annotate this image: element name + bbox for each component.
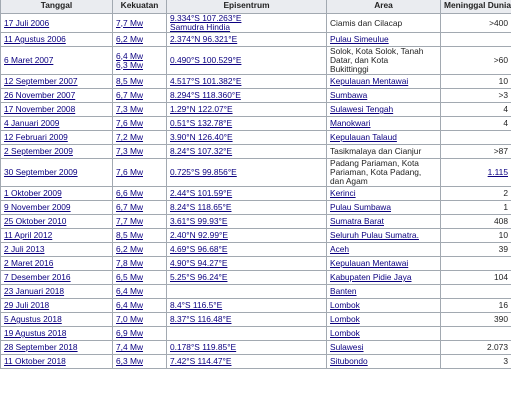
cell-tanggal bbox=[1, 14, 113, 33]
area-text[interactable]: Sulawesi Tengah bbox=[330, 104, 394, 114]
date-link[interactable]: 6 Maret 2007 bbox=[4, 55, 54, 65]
cell-episentrum bbox=[167, 117, 327, 131]
col-header-area[interactable]: Area bbox=[327, 0, 441, 14]
table-row bbox=[1, 145, 511, 159]
cell-area bbox=[327, 14, 441, 33]
cell-kekuatan bbox=[113, 33, 167, 47]
cell-area bbox=[327, 75, 441, 89]
epicenter-link[interactable]: 0.725°S 99.856°E bbox=[170, 167, 237, 177]
cell-tanggal bbox=[1, 201, 113, 215]
cell-meninggal-dunia bbox=[441, 355, 511, 369]
deaths-value: >87 bbox=[493, 146, 508, 156]
area-text[interactable]: Situbondo bbox=[330, 356, 368, 366]
epicenter-link[interactable]: 3.61°S 99.93°E bbox=[170, 216, 228, 226]
cell-episentrum bbox=[167, 47, 327, 75]
deaths-value: 1 bbox=[503, 202, 508, 212]
cell-meninggal-dunia bbox=[441, 257, 511, 271]
cell-episentrum bbox=[167, 313, 327, 327]
deaths-value: 4 bbox=[503, 104, 508, 114]
magnitude-link[interactable]: 6,4 Mw bbox=[116, 50, 143, 61]
cell-kekuatan bbox=[113, 14, 167, 33]
cell-episentrum bbox=[167, 145, 327, 159]
deaths-value: 104 bbox=[494, 272, 508, 282]
area-text[interactable]: Lombok bbox=[330, 314, 360, 324]
magnitude-link[interactable]: 7,3 Mw bbox=[116, 146, 143, 156]
magnitude-link[interactable]: 6,4 Mw bbox=[116, 300, 143, 310]
table-row bbox=[1, 257, 511, 271]
cell-meninggal-dunia bbox=[441, 75, 511, 89]
cell-kekuatan bbox=[113, 201, 167, 215]
cell-episentrum bbox=[167, 271, 327, 285]
cell-area bbox=[327, 201, 441, 215]
cell-episentrum bbox=[167, 33, 327, 47]
magnitude-link[interactable]: 7,7 Mw bbox=[116, 17, 143, 28]
area-text: Bukittinggi bbox=[330, 64, 369, 74]
cell-kekuatan bbox=[113, 341, 167, 355]
deaths-value: >60 bbox=[493, 55, 508, 65]
cell-area bbox=[327, 355, 441, 369]
cell-area bbox=[327, 131, 441, 145]
col-header-tanggal[interactable]: Tanggal bbox=[1, 0, 113, 14]
cell-area bbox=[327, 257, 441, 271]
date-link[interactable]: 26 November 2007 bbox=[4, 90, 76, 100]
epicenter-link[interactable]: 2.374°N 96.321°E bbox=[170, 34, 238, 44]
magnitude-link[interactable]: 7,3 Mw bbox=[116, 104, 143, 114]
table-row bbox=[1, 215, 511, 229]
cell-meninggal-dunia bbox=[441, 285, 511, 299]
date-link[interactable]: 28 September 2018 bbox=[4, 342, 78, 352]
cell-area bbox=[327, 215, 441, 229]
table-row bbox=[1, 131, 511, 145]
magnitude-link[interactable]: 7,7 Mw bbox=[116, 216, 143, 226]
cell-meninggal-dunia bbox=[441, 47, 511, 75]
cell-kekuatan bbox=[113, 355, 167, 369]
table-row bbox=[1, 285, 511, 299]
table-row bbox=[1, 75, 511, 89]
cell-tanggal bbox=[1, 75, 113, 89]
cell-tanggal bbox=[1, 145, 113, 159]
table-row bbox=[1, 33, 511, 47]
cell-tanggal bbox=[1, 313, 113, 327]
magnitude-link[interactable]: 6,6 Mw bbox=[116, 188, 143, 198]
area-text[interactable]: Aceh bbox=[330, 244, 350, 254]
epicenter-link[interactable]: 7.42°S 114.47°E bbox=[170, 356, 232, 366]
date-link[interactable]: 17 Juli 2006 bbox=[4, 17, 50, 28]
col-header-episentrum[interactable]: Episentrum bbox=[167, 0, 327, 14]
cell-meninggal-dunia bbox=[441, 131, 511, 145]
magnitude-link[interactable]: 7,2 Mw bbox=[116, 132, 143, 142]
table-row bbox=[1, 103, 511, 117]
cell-kekuatan bbox=[113, 75, 167, 89]
cell-episentrum bbox=[167, 89, 327, 103]
magnitude-link[interactable]: 6,7 Mw bbox=[116, 202, 143, 212]
cell-kekuatan bbox=[113, 271, 167, 285]
cell-tanggal bbox=[1, 159, 113, 187]
date-link[interactable]: 2 Maret 2016 bbox=[4, 258, 54, 268]
epicenter-link[interactable]: 8.37°S 116.48°E bbox=[170, 314, 232, 324]
date-link[interactable]: 4 Januari 2009 bbox=[4, 118, 60, 128]
deaths-value: 408 bbox=[494, 216, 508, 226]
magnitude-link[interactable]: 6,2 Mw bbox=[116, 244, 143, 254]
cell-kekuatan bbox=[113, 47, 167, 75]
epicenter-link[interactable]: 8.24°S 107.32°E bbox=[170, 146, 233, 156]
deaths-value: 2 bbox=[503, 188, 508, 198]
cell-tanggal bbox=[1, 33, 113, 47]
date-link[interactable]: 23 Januari 2018 bbox=[4, 286, 65, 296]
date-link[interactable]: 12 Februari 2009 bbox=[4, 132, 68, 142]
deaths-value: 39 bbox=[498, 244, 508, 254]
cell-episentrum bbox=[167, 285, 327, 299]
epicenter-link[interactable]: 1.29°N 122.07°E bbox=[170, 104, 233, 114]
cell-meninggal-dunia bbox=[441, 229, 511, 243]
cell-meninggal-dunia bbox=[441, 313, 511, 327]
cell-meninggal-dunia bbox=[441, 299, 511, 313]
cell-tanggal bbox=[1, 341, 113, 355]
cell-episentrum bbox=[167, 159, 327, 187]
magnitude-link[interactable]: 6,7 Mw bbox=[116, 90, 143, 100]
cell-episentrum bbox=[167, 201, 327, 215]
date-link[interactable]: 9 November 2009 bbox=[4, 202, 71, 212]
cell-kekuatan bbox=[113, 159, 167, 187]
deaths-value[interactable]: 1.115 bbox=[487, 167, 508, 177]
cell-episentrum bbox=[167, 257, 327, 271]
cell-meninggal-dunia bbox=[441, 187, 511, 201]
cell-area bbox=[327, 341, 441, 355]
date-link[interactable]: 11 Agustus 2006 bbox=[4, 34, 66, 44]
area-text[interactable]: Lombok bbox=[330, 328, 360, 338]
cell-kekuatan bbox=[113, 327, 167, 341]
cell-episentrum bbox=[167, 103, 327, 117]
magnitude-link[interactable]: 7,4 Mw bbox=[116, 342, 143, 352]
deaths-value: >3 bbox=[498, 90, 508, 100]
header-row bbox=[1, 0, 511, 14]
table-body bbox=[1, 14, 511, 369]
cell-tanggal bbox=[1, 89, 113, 103]
epicenter-link[interactable]: Samudra Hindia bbox=[170, 22, 231, 32]
cell-tanggal bbox=[1, 103, 113, 117]
date-link[interactable]: 17 November 2008 bbox=[4, 104, 76, 114]
cell-tanggal bbox=[1, 131, 113, 145]
cell-tanggal bbox=[1, 285, 113, 299]
cell-meninggal-dunia bbox=[441, 327, 511, 341]
area-text[interactable]: Manokwari bbox=[330, 118, 371, 128]
cell-tanggal bbox=[1, 229, 113, 243]
cell-area bbox=[327, 229, 441, 243]
cell-area bbox=[327, 299, 441, 313]
date-link[interactable]: 12 September 2007 bbox=[4, 76, 78, 86]
date-link[interactable]: 19 Agustus 2018 bbox=[4, 328, 67, 338]
magnitude-link[interactable]: 8,5 Mw bbox=[116, 76, 143, 86]
cell-meninggal-dunia bbox=[441, 215, 511, 229]
cell-meninggal-dunia bbox=[441, 271, 511, 285]
cell-area bbox=[327, 89, 441, 103]
cell-meninggal-dunia bbox=[441, 89, 511, 103]
cell-kekuatan bbox=[113, 299, 167, 313]
deaths-value: 390 bbox=[494, 314, 508, 324]
area-text[interactable]: Kabupaten Pidie Jaya bbox=[330, 272, 412, 282]
cell-tanggal bbox=[1, 243, 113, 257]
magnitude-link[interactable]: 7,8 Mw bbox=[116, 258, 143, 268]
table-row bbox=[1, 327, 511, 341]
table-row bbox=[1, 47, 511, 75]
table-row bbox=[1, 229, 511, 243]
area-text[interactable]: Sumbawa bbox=[330, 90, 368, 100]
area-text: Pariaman, Kota Padang, bbox=[330, 167, 422, 177]
area-text[interactable]: Kepulauan Talaud bbox=[330, 132, 397, 142]
cell-meninggal-dunia bbox=[441, 14, 511, 33]
cell-meninggal-dunia bbox=[441, 341, 511, 355]
magnitude-link[interactable]: 6,2 Mw bbox=[116, 34, 143, 44]
date-link[interactable]: 7 Desember 2016 bbox=[4, 272, 71, 282]
table-row bbox=[1, 201, 511, 215]
cell-area bbox=[327, 327, 441, 341]
area-text: Datar, dan Kota bbox=[330, 55, 389, 65]
cell-area bbox=[327, 47, 441, 75]
date-link[interactable]: 1 Oktober 2009 bbox=[4, 188, 62, 198]
cell-kekuatan bbox=[113, 187, 167, 201]
cell-tanggal bbox=[1, 271, 113, 285]
epicenter-link[interactable]: 3.90°N 126.40°E bbox=[170, 132, 233, 142]
area-text[interactable]: Pulau Sumbawa bbox=[330, 202, 391, 212]
area-text[interactable]: Kerinci bbox=[330, 188, 356, 198]
date-link[interactable]: 11 Oktober 2018 bbox=[4, 356, 66, 366]
cell-area bbox=[327, 271, 441, 285]
cell-area bbox=[327, 145, 441, 159]
table-row bbox=[1, 271, 511, 285]
area-text: Ciamis dan Cilacap bbox=[330, 17, 403, 28]
deaths-value: 16 bbox=[498, 300, 508, 310]
date-link[interactable]: 5 Agustus 2018 bbox=[4, 314, 62, 324]
table-row bbox=[1, 159, 511, 187]
cell-kekuatan bbox=[113, 103, 167, 117]
deaths-value: 2.073 bbox=[487, 342, 508, 352]
date-link[interactable]: 11 April 2012 bbox=[4, 230, 53, 240]
cell-tanggal bbox=[1, 47, 113, 75]
magnitude-link[interactable]: 7,0 Mw bbox=[116, 314, 143, 324]
cell-episentrum bbox=[167, 243, 327, 257]
area-text[interactable]: Lombok bbox=[330, 300, 360, 310]
cell-tanggal bbox=[1, 355, 113, 369]
table-row bbox=[1, 14, 511, 33]
magnitude-link[interactable]: 7,6 Mw bbox=[116, 167, 143, 177]
table-row bbox=[1, 313, 511, 327]
deaths-value: 4 bbox=[503, 118, 508, 128]
epicenter-link[interactable]: 0.51°S 132.78°E bbox=[170, 118, 233, 128]
cell-area bbox=[327, 33, 441, 47]
epicenter-link[interactable]: 2.40°N 92.99°E bbox=[170, 230, 228, 240]
area-text: Solok, Kota Solok, Tanah bbox=[330, 46, 424, 56]
area-text[interactable]: Kepulauan Mentawai bbox=[330, 258, 409, 268]
date-link[interactable]: 29 Juli 2018 bbox=[4, 300, 50, 310]
cell-area bbox=[327, 243, 441, 257]
table-row bbox=[1, 187, 511, 201]
cell-area bbox=[327, 103, 441, 117]
table-row bbox=[1, 243, 511, 257]
date-link[interactable]: 2 Juli 2013 bbox=[4, 244, 45, 254]
cell-meninggal-dunia bbox=[441, 243, 511, 257]
epicenter-link[interactable]: 5.25°S 96.24°E bbox=[170, 272, 228, 282]
table-row bbox=[1, 299, 511, 313]
table-row bbox=[1, 89, 511, 103]
deaths-value: 3 bbox=[503, 356, 508, 366]
area-text[interactable]: Seluruh Pulau Sumatra. bbox=[330, 230, 419, 240]
area-text[interactable]: Sumatra Barat bbox=[330, 216, 384, 226]
cell-episentrum bbox=[167, 355, 327, 369]
cell-meninggal-dunia bbox=[441, 117, 511, 131]
col-header-meninggal-dunia[interactable]: Meninggal Dunia bbox=[441, 0, 511, 14]
cell-tanggal bbox=[1, 117, 113, 131]
cell-area bbox=[327, 313, 441, 327]
cell-episentrum bbox=[167, 75, 327, 89]
cell-area bbox=[327, 187, 441, 201]
cell-kekuatan bbox=[113, 243, 167, 257]
cell-episentrum bbox=[167, 229, 327, 243]
cell-meninggal-dunia bbox=[441, 33, 511, 47]
epicenter-link[interactable]: 8.4°S 116.5°E bbox=[170, 300, 223, 310]
cell-tanggal bbox=[1, 187, 113, 201]
cell-kekuatan bbox=[113, 145, 167, 159]
area-text[interactable]: Sulawesi bbox=[330, 342, 364, 352]
cell-kekuatan bbox=[113, 257, 167, 271]
epicenter-link[interactable]: 4.90°S 94.27°E bbox=[170, 258, 228, 268]
cell-area bbox=[327, 285, 441, 299]
deaths-value: 10 bbox=[498, 76, 508, 86]
epicenter-link[interactable]: 2.44°S 101.59°E bbox=[170, 188, 233, 198]
date-link[interactable]: 2 September 2009 bbox=[4, 146, 73, 156]
date-link[interactable]: 30 September 2009 bbox=[4, 167, 78, 177]
cell-kekuatan bbox=[113, 313, 167, 327]
cell-kekuatan bbox=[113, 215, 167, 229]
cell-tanggal bbox=[1, 327, 113, 341]
area-text: Tasikmalaya dan Cianjur bbox=[330, 146, 422, 156]
table-row bbox=[1, 341, 511, 355]
cell-kekuatan bbox=[113, 131, 167, 145]
epicenter-link[interactable]: 4.517°S 101.382°E bbox=[170, 76, 242, 86]
epicenter-link[interactable]: 8.294°S 118.360°E bbox=[170, 90, 241, 100]
cell-kekuatan bbox=[113, 117, 167, 131]
magnitude-link[interactable]: 6,9 Mw bbox=[116, 328, 143, 338]
cell-episentrum bbox=[167, 215, 327, 229]
deaths-value: >400 bbox=[489, 17, 508, 28]
magnitude-link[interactable]: 6,3 Mw bbox=[116, 356, 143, 366]
area-text: Padang Pariaman, Kota bbox=[330, 158, 419, 168]
cell-episentrum bbox=[167, 341, 327, 355]
magnitude-link[interactable]: 6,5 Mw bbox=[116, 272, 143, 282]
area-text[interactable]: Pulau Simeulue bbox=[330, 34, 389, 44]
cell-kekuatan bbox=[113, 229, 167, 243]
cell-meninggal-dunia bbox=[441, 159, 511, 187]
cell-meninggal-dunia bbox=[441, 145, 511, 159]
cell-tanggal bbox=[1, 257, 113, 271]
epicenter-link[interactable]: 0.490°S 100.529°E bbox=[170, 55, 242, 65]
cell-tanggal bbox=[1, 215, 113, 229]
cell-episentrum bbox=[167, 327, 327, 341]
cell-episentrum bbox=[167, 131, 327, 145]
table-row bbox=[1, 117, 511, 131]
area-text[interactable]: Banten bbox=[330, 286, 357, 296]
magnitude-link[interactable]: 6,4 Mw bbox=[116, 286, 143, 296]
magnitude-link[interactable]: 7,6 Mw bbox=[116, 118, 143, 128]
magnitude-link[interactable]: 6,3 Mw bbox=[116, 59, 143, 70]
epicenter-link[interactable]: 8.24°S 118.65°E bbox=[170, 202, 232, 212]
area-text[interactable]: Kepulauan Mentawai bbox=[330, 76, 409, 86]
date-link[interactable]: 25 Oktober 2010 bbox=[4, 216, 67, 226]
epicenter-link[interactable]: 4.69°S 96.68°E bbox=[170, 244, 228, 254]
cell-meninggal-dunia bbox=[441, 201, 511, 215]
table-row bbox=[1, 355, 511, 369]
epicenter-link[interactable]: 0.178°S 119.85°E bbox=[170, 342, 237, 352]
cell-episentrum bbox=[167, 299, 327, 313]
cell-episentrum bbox=[167, 14, 327, 33]
cell-meninggal-dunia bbox=[441, 103, 511, 117]
cell-kekuatan bbox=[113, 285, 167, 299]
epicenter-link[interactable]: 9.334°S 107.263°E bbox=[170, 13, 242, 23]
col-header-kekuatan[interactable]: Kekuatan bbox=[113, 0, 167, 14]
magnitude-link[interactable]: 8,5 Mw bbox=[116, 230, 143, 240]
cell-area bbox=[327, 117, 441, 131]
deaths-value: 10 bbox=[498, 230, 508, 240]
cell-tanggal bbox=[1, 299, 113, 313]
cell-episentrum bbox=[167, 187, 327, 201]
cell-kekuatan bbox=[113, 89, 167, 103]
area-text: dan Agam bbox=[330, 176, 368, 186]
cell-area bbox=[327, 159, 441, 187]
